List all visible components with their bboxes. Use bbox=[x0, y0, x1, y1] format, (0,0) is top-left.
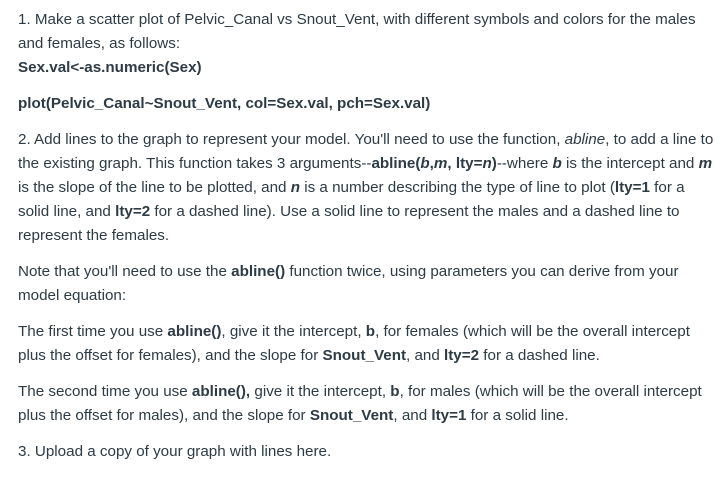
note-paragraph: Note that you'll need to use the abline() function twice, using parameters you can derive from your model equation: bbox=[18, 263, 679, 304]
q3-paragraph: 3. Upload a copy of your graph with lines here. bbox=[18, 443, 332, 460]
first-use-paragraph: The first time you use abline(), give it the intercept, b, for females (which will be the overall intercept plus the offset for females), and the slope for Snout_Vent, and lty=2 for a dashed line. bbox=[18, 323, 690, 364]
param-m: m bbox=[698, 155, 713, 172]
second-use-paragraph: The second time you use abline(), give it the intercept, b, for males (which will be the overall intercept plus the offset for males), and the slope for Snout_Vent, and lty=1 for a solid line. bbox=[18, 383, 702, 424]
question-content bbox=[18, 8, 714, 464]
abline-italic: abline bbox=[564, 131, 606, 148]
q1-code-line1: Sex.val<-as.numeric(Sex) bbox=[18, 59, 202, 76]
abline-signature: abline(b,m, lty=n) bbox=[371, 155, 497, 172]
param-b: b bbox=[552, 155, 562, 172]
q2-paragraph: 2. Add lines to the graph to represent your model. You'll need to use the function, abline, to add a line to the existing graph. This function takes 3 arguments--abline(b,m, lty=n)--where b is the intercept and m is the slope of the line to be plotted, and n is a number describing the type of line to plot (lty=1 for a solid line, and lty=2 for a dashed line). Use a solid line to represent the males and a dashed line to represent the females. bbox=[18, 131, 714, 244]
lty2-code: lty=2 bbox=[115, 203, 151, 220]
q1-paragraph bbox=[18, 8, 714, 80]
param-n: n bbox=[290, 179, 301, 196]
lty1-code: lty=1 bbox=[614, 179, 650, 196]
q1-code-paragraph bbox=[18, 92, 714, 116]
q1-code-line2: plot(Pelvic_Canal~Snout_Vent, col=Sex.val, pch=Sex.val) bbox=[18, 95, 431, 112]
q1-text: 1. Make a scatter plot of Pelvic_Canal vs Snout_Vent, with different symbols and colors for the males and females, as follows: bbox=[18, 11, 696, 52]
